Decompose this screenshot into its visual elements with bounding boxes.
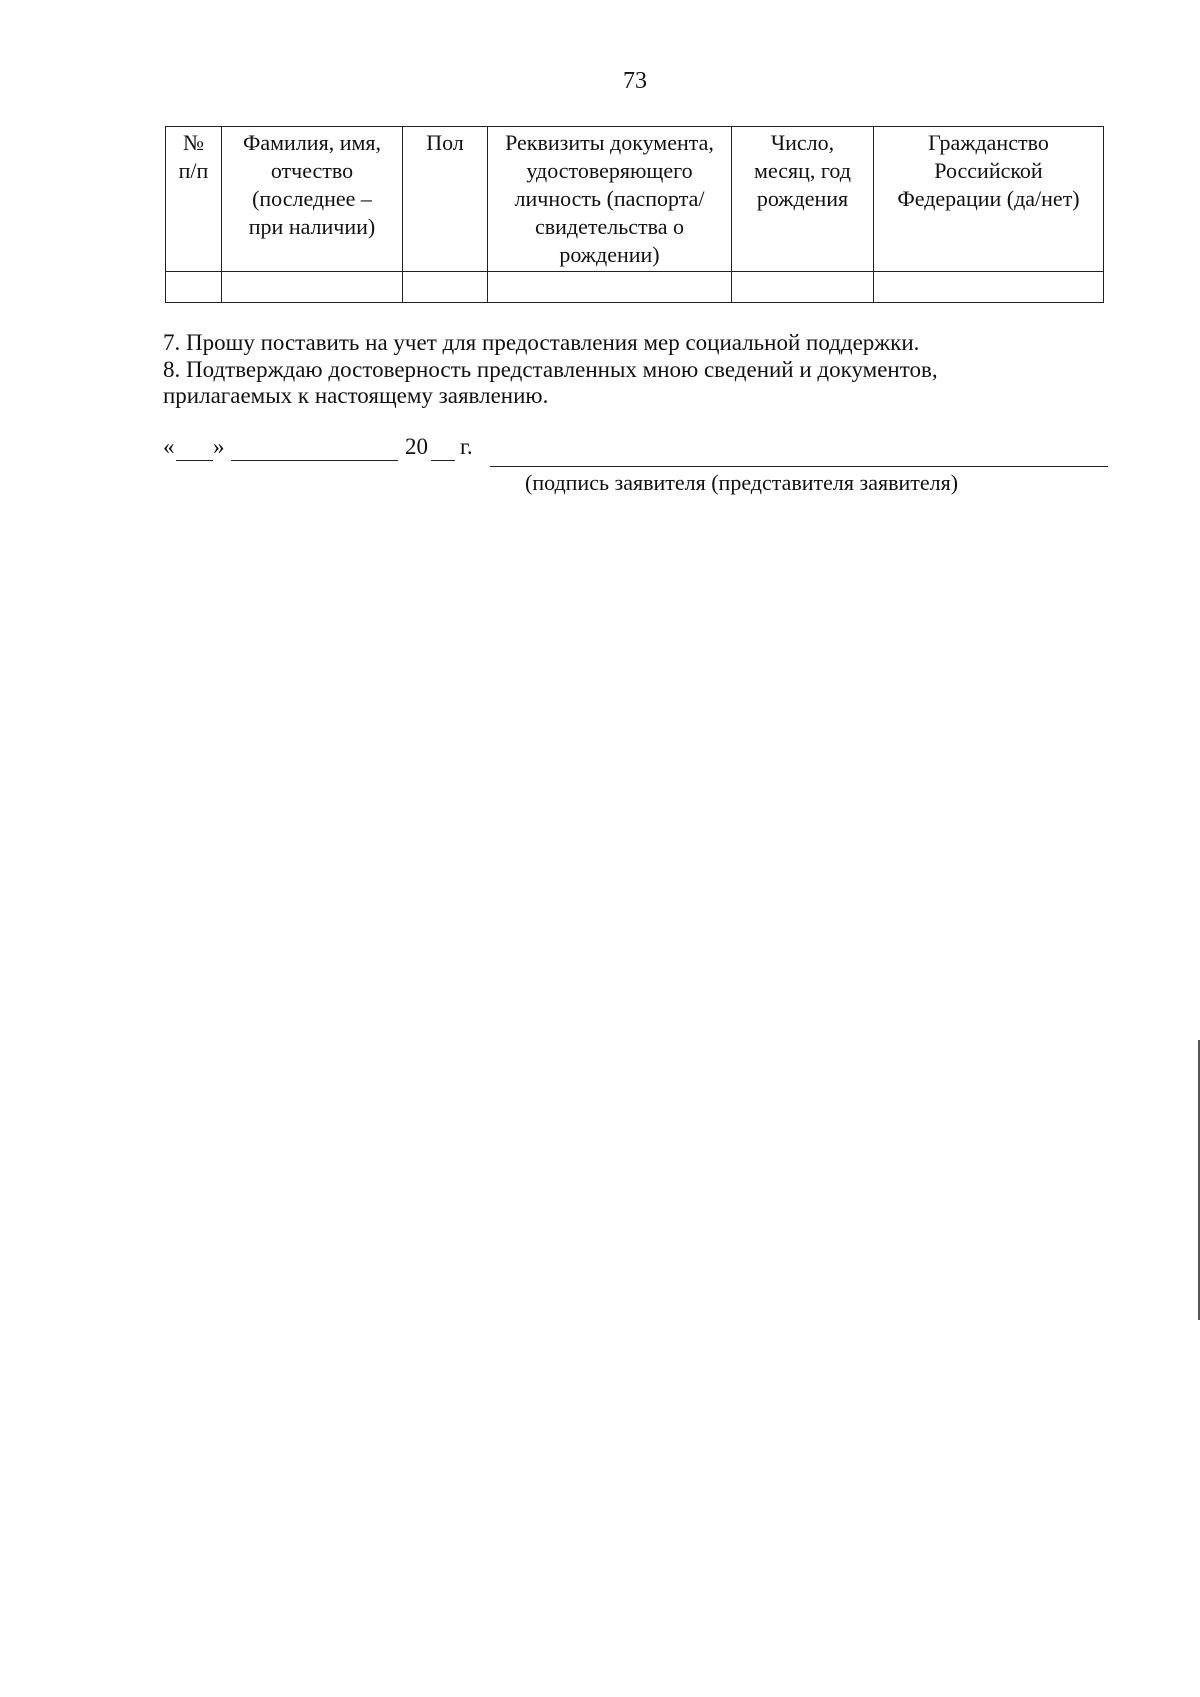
cell-citizenship[interactable] — [874, 272, 1104, 303]
header-line: Российской — [934, 158, 1043, 183]
cell-sex[interactable] — [403, 272, 488, 303]
header-id-document — [488, 127, 732, 272]
close-quote: » — [213, 434, 225, 459]
header-citizenship — [874, 127, 1104, 272]
header-line: Реквизиты документа, — [505, 130, 714, 155]
cell-full-name[interactable] — [222, 272, 403, 303]
header-line: (последнее – — [252, 186, 372, 211]
header-line: Пол — [426, 130, 464, 155]
header-line: удостоверяющего — [526, 158, 693, 183]
header-line: месяц, год — [754, 158, 851, 183]
header-line: рождении) — [559, 242, 660, 267]
header-line: рождения — [756, 186, 849, 211]
day-blank[interactable] — [176, 460, 213, 461]
cell-id-document[interactable] — [488, 272, 732, 303]
month-blank[interactable] — [231, 460, 398, 461]
signature-date-line — [163, 434, 1108, 468]
header-number — [166, 127, 222, 272]
header-line: Гражданство — [928, 130, 1049, 155]
cell-birth-date[interactable] — [732, 272, 874, 303]
table-row — [166, 272, 1104, 303]
header-line: личность (паспорта/ — [514, 186, 705, 211]
header-line: Число, — [770, 130, 835, 155]
open-quote: « — [163, 434, 175, 459]
paragraph-8-line-1: 8. Подтверждаю достоверность представленных мною сведений и документов, — [163, 357, 938, 382]
signature-caption: (подпись заявителя (представителя заявителя) — [525, 470, 959, 495]
header-line: отчество — [270, 158, 354, 183]
persons-table — [165, 126, 1104, 303]
year-suffix: г. — [460, 434, 473, 459]
header-sex — [403, 127, 488, 272]
header-line: Фамилия, имя, — [242, 130, 382, 155]
year-blank[interactable] — [431, 460, 455, 461]
header-line: п/п — [178, 158, 209, 183]
header-line: при наличии) — [248, 214, 376, 239]
signature-blank[interactable] — [490, 466, 1108, 467]
paragraph-7: 7. Прошу поставить на учет для предоставления мер социальной поддержки. — [163, 330, 920, 355]
header-line: № — [183, 130, 204, 155]
table-header-row — [166, 127, 1104, 272]
header-full-name — [222, 127, 403, 272]
header-birth-date — [732, 127, 874, 272]
header-line: Федерации (да/нет) — [897, 186, 1080, 211]
page-number: 73 — [623, 68, 647, 94]
header-line: свидетельства о — [534, 214, 684, 239]
paragraph-8-line-2: прилагаемых к настоящему заявлению. — [163, 383, 549, 408]
year-prefix: 20 — [405, 434, 428, 459]
cell-number[interactable] — [166, 272, 222, 303]
